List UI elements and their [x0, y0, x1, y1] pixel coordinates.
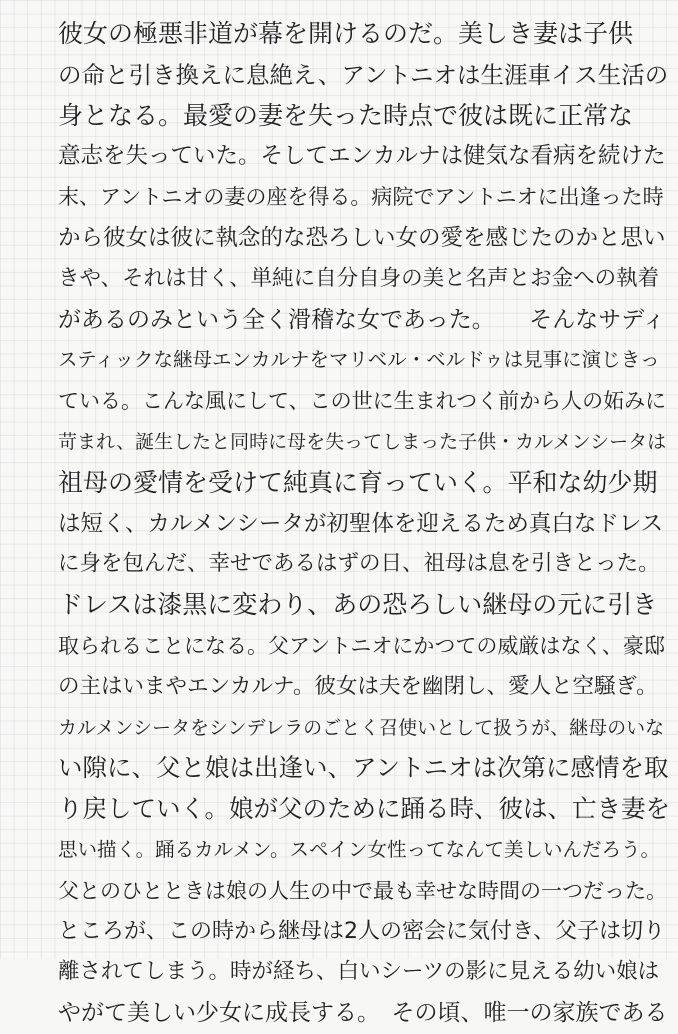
- text-line: い隙に、父と娘は出逢い、アントニオは次第に感情を取: [58, 753, 669, 783]
- text-line: 父とのひとときは娘の人生の中で最も幸せな時間の一つだった。: [58, 878, 667, 903]
- handwritten-text-block: [58, 14, 670, 1034]
- text-line: の主はいまやエンカルナ。彼女は夫を幽閉し、愛人と空騒ぎ。: [58, 673, 658, 699]
- text-line: スティックな継母エンカルナをマリベル・ベルドゥは見事に演じきっ: [58, 348, 660, 372]
- text-line: きや、それは甘く、単純に自分自身の美と名声とお金への執着: [58, 265, 660, 291]
- text-line: 末、アントニオの妻の座を得る。病院でアントニオに出逢った時: [58, 185, 664, 210]
- text-line: 苛まれ、誕生したと同時に母を失ってしまった子供・カルメンシータは: [58, 430, 667, 453]
- text-line: から彼女は彼に執念的な恐ろしい女の愛を感じたのかと思い: [58, 224, 666, 251]
- text-line: の命と引き換えに息絶え、アントニオは生涯車イス生活の: [58, 60, 669, 89]
- text-line: 彼女の極悪非道が幕を開けるのだ。美しき妻は子供: [58, 19, 634, 48]
- text-line: 祖母の愛情を受けて純真に育っていく。平和な幼少期: [58, 467, 658, 497]
- text-line: カルメンシータをシンデレラのごとく召使いとして扱うが、継母のいな: [58, 716, 665, 739]
- text-line: は短く、カルメンシータが初聖体を迎えるため真白なドレス: [58, 510, 664, 537]
- text-line: ている。こんな風にして、この世に生まれつく前から人の妬みに: [58, 389, 667, 414]
- text-line: 意志を失っていた。そしてエンカルナは健気な看病を続けた: [58, 143, 666, 170]
- text-line: り戻していく。娘が父のために踊る時、彼は、亡き妻を: [58, 794, 671, 824]
- text-line: ドレスは漆黒に変わり、あの恐ろしい継母の元に引き: [58, 590, 658, 620]
- text-line: ところが、この時から継母は2人の密会に気付き、父子は切り: [58, 918, 666, 944]
- text-line: 思い描く。踊るカルメン。スペイン女性ってなんて美しいんだろう。: [58, 837, 660, 861]
- text-line: 取られることになる。父アントニオにかつての威厳はなく、豪邸: [58, 633, 665, 658]
- text-line: に身を包んだ、幸せであるはずの日、祖母は息を引きとった。: [58, 551, 660, 577]
- text-line: やがて美しい少女に成長する。 その頃、唯一の家族である: [58, 1000, 668, 1027]
- text-line: 身となる。最愛の妻を失った時点で彼は既に正常な: [58, 100, 634, 130]
- text-line: 離されてしまう。時が経ち、白いシーツの影に見える幼い娘は: [58, 959, 660, 985]
- text-line: があるのみという全く滑稽な女であった。 そんなサディ: [58, 306, 666, 333]
